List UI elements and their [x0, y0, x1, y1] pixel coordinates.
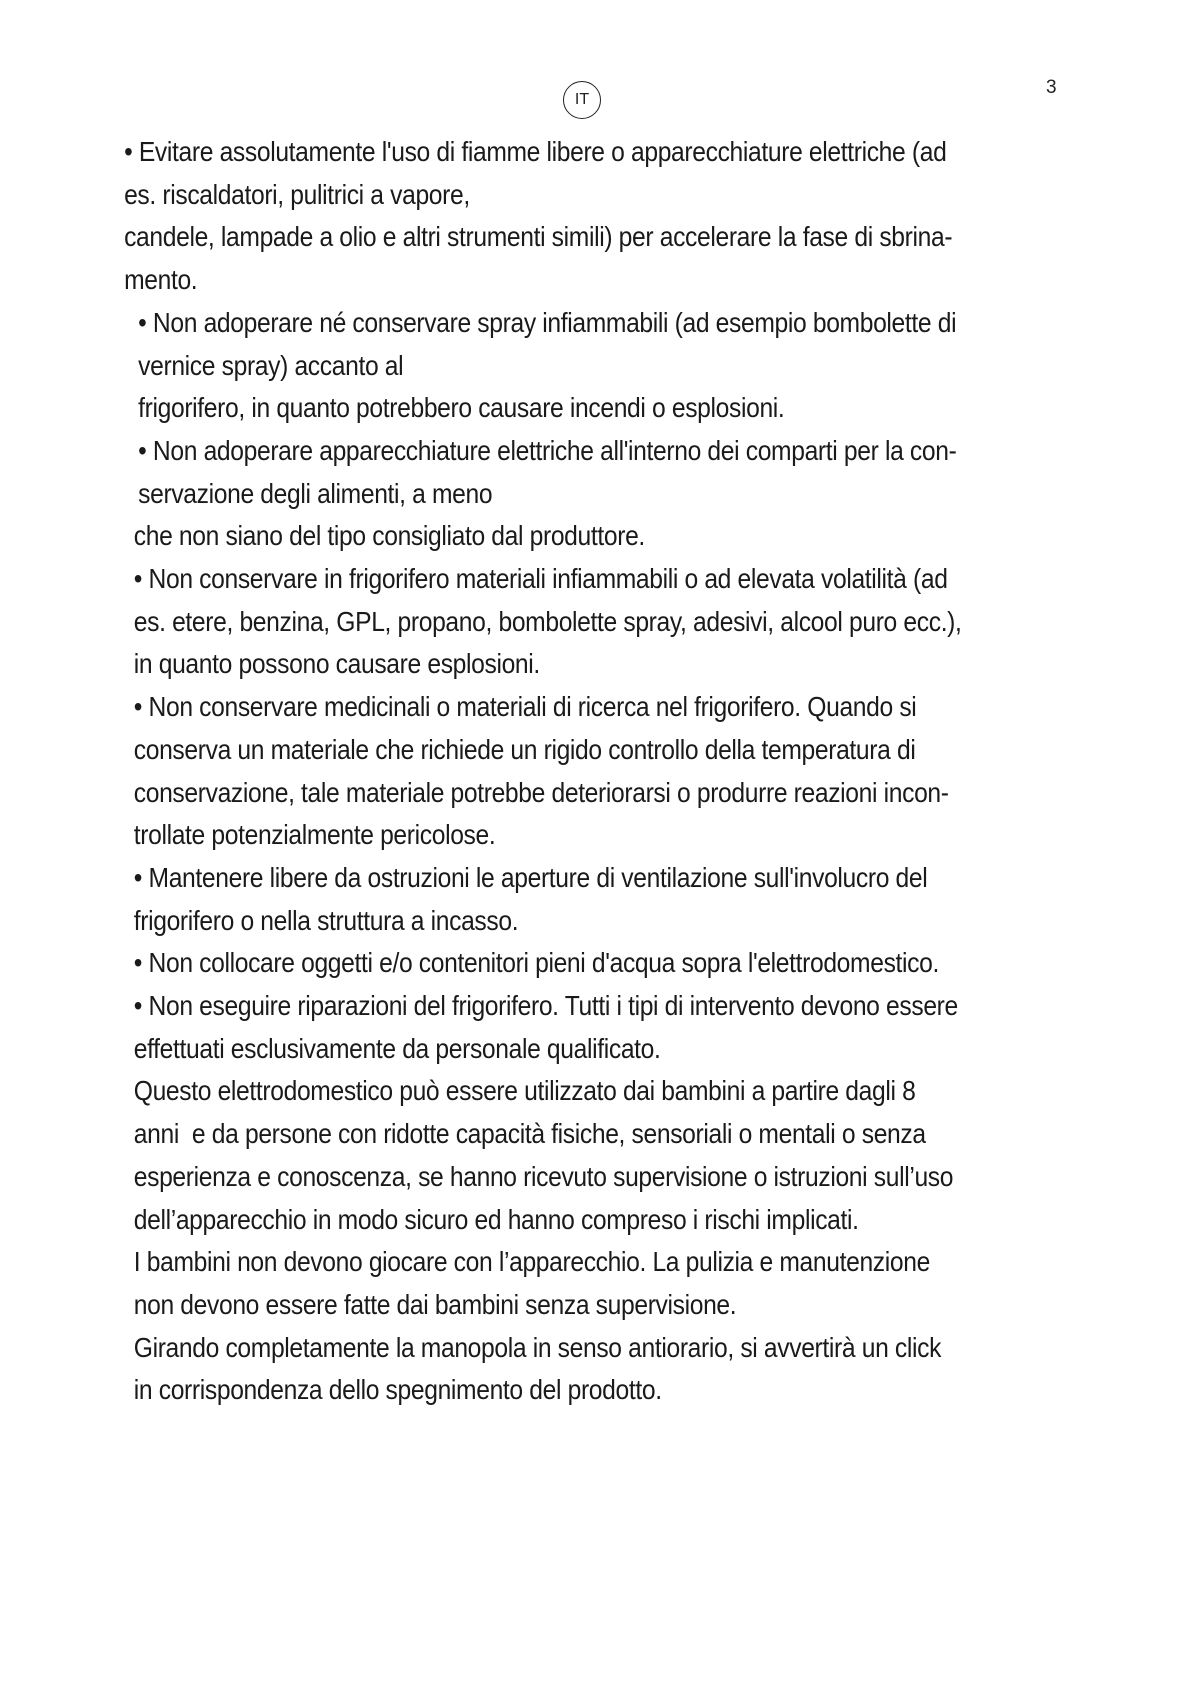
- text-line: • Non eseguire riparazioni del frigorifero. Tutti i tipi di intervento devono essere: [133, 990, 958, 1022]
- text-line: effettuati esclusivamente da personale qualificato.: [133, 1032, 661, 1064]
- text-line: Questo elettrodomestico può essere utilizzato dai bambini a partire dagli 8: [133, 1075, 916, 1107]
- language-code: IT: [574, 91, 590, 108]
- text-line: es. etere, benzina, GPL, propano, bombolette spray, adesivi, alcool puro ecc.),: [133, 605, 962, 637]
- text-line: dell’apparecchio in modo sicuro ed hanno compreso i rischi implicati.: [133, 1203, 859, 1235]
- text-line: conserva un materiale che richiede un rigido controllo della temperatura di: [133, 733, 916, 765]
- text-line: Girando completamente la manopola in senso antiorario, si avvertirà un click: [133, 1331, 942, 1363]
- text-line: che non siano del tipo consigliato dal produttore.: [133, 520, 645, 552]
- body-text: [0, 131, 1047, 1412]
- text-line: frigorifero, in quanto potrebbero causare incendi o esplosioni.: [138, 392, 785, 424]
- text-line: • Non adoperare apparecchiature elettriche all'interno dei comparti per la con-: [138, 434, 957, 466]
- text-line: • Non collocare oggetti e/o contenitori pieni d'acqua sopra l'elettrodomestico.: [133, 947, 939, 979]
- language-badge: [563, 81, 601, 119]
- text-line: trollate potenzialmente pericolose.: [133, 819, 496, 851]
- text-line: mento.: [124, 264, 198, 296]
- text-line: • Non conservare in frigorifero materiali infiammabili o ad elevata volatilità (ad: [133, 563, 948, 595]
- text-line: es. riscaldatori, pulitrici a vapore,: [124, 178, 470, 210]
- text-line: • Non conservare medicinali o materiali di ricerca nel frigorifero. Quando si: [133, 691, 917, 723]
- text-line: conservazione, tale materiale potrebbe deteriorarsi o produrre reazioni incon-: [133, 776, 949, 808]
- text-line: non devono essere fatte dai bambini senza supervisione.: [133, 1288, 737, 1320]
- text-line: anni e da persone con ridotte capacità fisiche, sensoriali o mentali o senza: [133, 1118, 926, 1150]
- text-line: vernice spray) accanto al: [138, 349, 404, 381]
- text-line: • Mantenere libere da ostruzioni le aperture di ventilazione sull'involucro del: [133, 861, 928, 893]
- text-line: servazione degli alimenti, a meno: [138, 477, 493, 509]
- text-line: • Non adoperare né conservare spray infiammabili (ad esempio bombolette di: [138, 306, 957, 338]
- text-line: in corrispondenza dello spegnimento del prodotto.: [133, 1374, 662, 1406]
- text-line: candele, lampade a olio e altri strumenti simili) per accelerare la fase di sbrina-: [124, 221, 953, 253]
- page-number: 3: [1046, 77, 1057, 98]
- text-line: in quanto possono causare esplosioni.: [133, 648, 540, 680]
- text-line: • Evitare assolutamente l'uso di fiamme libere o apparecchiature elettriche (ad: [124, 136, 947, 167]
- text-line: esperienza e conoscenza, se hanno ricevuto supervisione o istruzioni sull’uso: [133, 1160, 954, 1192]
- text-line: frigorifero o nella struttura a incasso.: [133, 904, 519, 936]
- text-line: I bambini non devono giocare con l’apparecchio. La pulizia e manutenzione: [133, 1246, 930, 1278]
